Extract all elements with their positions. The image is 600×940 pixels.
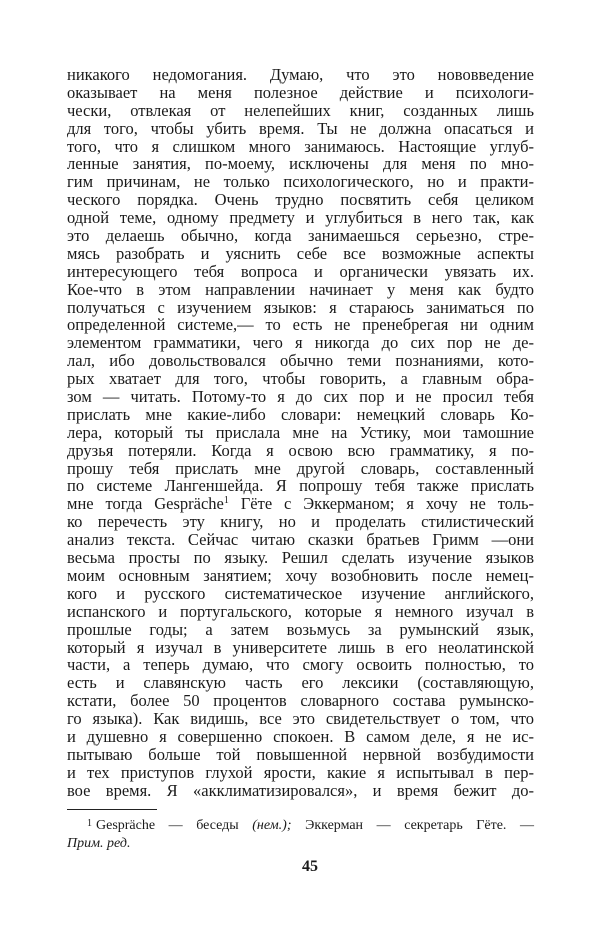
text-segment: Гёте с Эккерманом; я хочу не толь- [228,494,534,514]
footnote [67,815,534,853]
text-line: одной теме, одному предмету и углубиться в него так, как [67,208,534,228]
footnote-text: Gespräche — беседы [96,818,239,833]
text-line: Кое-что в этом направлении начинает у меня как будто [67,279,534,299]
footnote-divider [67,809,157,810]
text-line: прислать мне какие-либо словари: немецкий словарь Ко- [67,404,534,424]
text-segment: мне тогда Gespräche [67,494,224,514]
text-line: и душевно я совершенно спокоен. В самом деле, я не ис- [67,726,534,746]
text-line: прошлые годы; а затем возьмусь за румынский язык, [67,619,534,639]
text-line: никакого недомогания. Думаю, что это нововведение [67,65,534,84]
footnote-lang: (нем.); [252,818,292,833]
text-line [67,495,534,513]
text-line: чески, отвлекая от нелепейших книг, созданных лишь [67,100,534,120]
text-line: это делаешь обычно, когда занимаешься серьезно, стре- [67,226,534,246]
footnote-line [67,815,534,835]
text-line: и тех приступов глухой ярости, какие я испытывал в пер- [67,762,534,782]
text-line: зом — читать. Потому-то я до сих пор и не просил тебя [67,387,534,407]
text-line: мясь разобрать и уяснить себе все возможные аспекты [67,243,534,263]
text-line: части, а теперь думаю, что смогу освоить полностью, то [67,655,534,675]
footnote-marker: 1 [87,818,92,829]
body-text [67,66,534,800]
text-line: го языка). Как видишь, все это свидетельствует о том, что [67,709,534,729]
footnote-text-2: Эккерман — секретарь Гёте. — [305,818,534,833]
text-line: получаться с изучением языков: я стараюсь заниматься по [67,297,534,317]
text-line: прошу тебя прислать мне другой словарь, составленный [67,458,534,478]
text-line: кстати, более 50 процентов словарного состава румынско- [67,691,534,711]
text-line: рых хватает для того, чтобы говорить, а главным обра- [67,369,534,389]
text-line: определенной системе,— то есть не пренебрегая ни одним [67,315,534,335]
text-line: лал, ибо довольствовался обычно теми познаниями, кото- [67,351,534,371]
text-line: того, что я слишком много занимаюсь. Настоящие углуб- [67,136,534,156]
text-line: ко перечесть эту книгу, но и проделать стилистический [67,512,534,532]
text-line: ленные занятия, по-моему, исключены для меня по мно- [67,154,534,174]
text-line: который я изучал в университете лишь в его неолатинской [67,637,534,657]
footnote-reference: 1 [223,495,229,507]
text-line: элементом грамматики, чего я никогда до сих пор не де- [67,333,534,353]
text-line: вое время. Я «акклиматизировался», и время бежит до- [67,780,534,800]
text-line: весьма просты по языку. Решил сделать изучение языков [67,548,534,568]
text-line: оказывает на меня полезное действие и психологи- [67,82,534,102]
text-line: друзья потеряли. Когда я освою всю грамматику, я по- [67,440,534,460]
text-line: лера, который ты прислала мне на Устику, мои тамошние [67,422,534,442]
text-line: интересующего тебя вопроса и органически увязать их. [67,261,534,281]
text-line: есть и славянскую часть его лексики (составляющую, [67,673,534,693]
editor-note: Прим. ред. [67,836,131,851]
text-line: по системе Лангеншейда. Я попрошу тебя также прислать [67,476,534,496]
text-line: гим причинам, не только психологического, но и практи- [67,172,534,192]
text-line: моим основным занятием; хочу возобновить после немец- [67,565,534,585]
text-line: для того, чтобы убить время. Ты не должна опасаться и [67,118,534,138]
text-line: испанского и португальского, которые я немного изучал в [67,601,534,621]
text-line: анализ текста. Сейчас читаю сказки братьев Гримм —они [67,530,534,550]
page-number: 45 [302,858,318,875]
text-line: кого и русского систематическое изучение английского, [67,583,534,603]
text-line: пытываю больше той повышенной нервной возбудимости [67,744,534,764]
text-line: ческого порядка. Очень трудно посвятить себя целиком [67,190,534,210]
